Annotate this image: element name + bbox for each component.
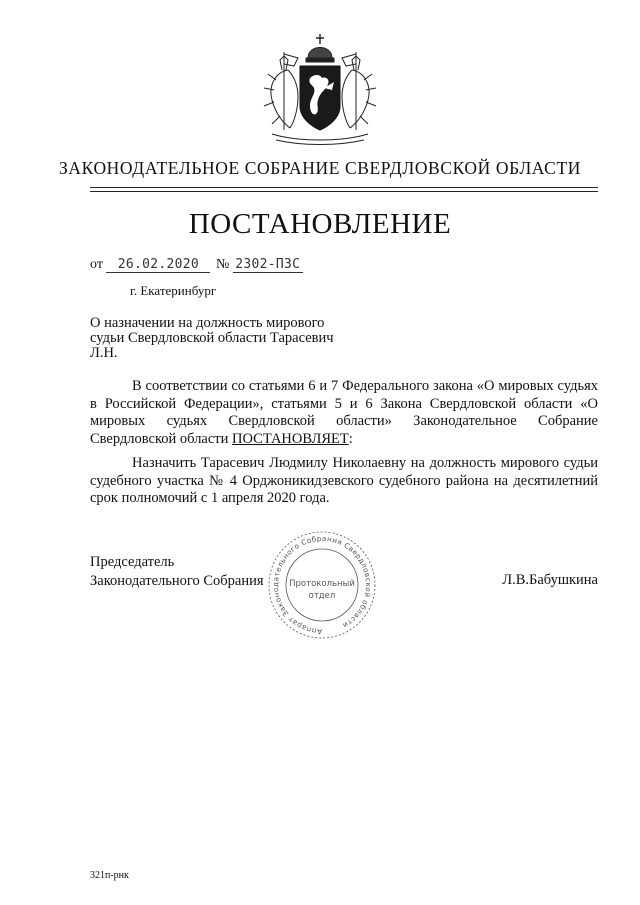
resolves-word: ПОСТАНОВЛЯЕТ: [232, 430, 349, 447]
document-date: 26.02.2020: [106, 257, 210, 273]
header-rule-bottom: [90, 191, 598, 192]
svg-text:Аппарат Законодательного Собра: Аппарат Законодательного Собрания Свердловской области: [271, 533, 374, 637]
document-title: ПОСТАНОВЛЕНИЕ: [188, 208, 452, 240]
svg-text:Протокольный: Протокольный: [289, 579, 355, 589]
paragraph-2-text: Назначить Тарасевич Людмилу Николаевну на должность мирового судьи судебного участка № 4 Орджоникидзевского судебного района на десятилетний срок полномочий с 1 апреля 2020 года.: [90, 455, 598, 506]
document-number: 2302-ПЗС: [233, 257, 303, 273]
date-prefix: от: [90, 257, 103, 272]
body-paragraph-2: [90, 455, 598, 508]
paragraph-1-text: В соответствии со статьями 6 и 7 Федерального закона «О мировых судьях в Российской Федерации», статьями 5 и 6 Закона Свердловской области «О мировых судьях Свердловской области» Законодательное Собрание Свердловской области: [90, 378, 598, 447]
date-number-line: [90, 257, 303, 273]
signatory-title: [90, 553, 264, 590]
subject-heading: О назначении на должность мирового судьи Свердловской области Тарасевич Л.Н.: [90, 315, 334, 361]
body-paragraph-1: [90, 378, 598, 448]
coat-of-arms-emblem: [258, 30, 382, 148]
number-prefix: №: [215, 257, 230, 272]
footer-code: 321п-рнк: [90, 870, 129, 881]
header-rule-top: [90, 187, 598, 188]
organization-name: ЗАКОНОДАТЕЛЬНОЕ СОБРАНИЕ СВЕРДЛОВСКОЙ ОБЛАСТИ: [59, 158, 581, 178]
office-stamp: [258, 527, 386, 645]
svg-text:отдел: отдел: [308, 591, 336, 601]
paragraph-1-end: :: [348, 430, 353, 447]
city: г. Екатеринбург: [130, 283, 217, 298]
signatory-name: Л.В.Бабушкина: [502, 572, 598, 588]
signatory-title-line-2: Законодательного Собрания: [90, 572, 264, 589]
signatory-title-line-1: Председатель: [90, 554, 175, 570]
